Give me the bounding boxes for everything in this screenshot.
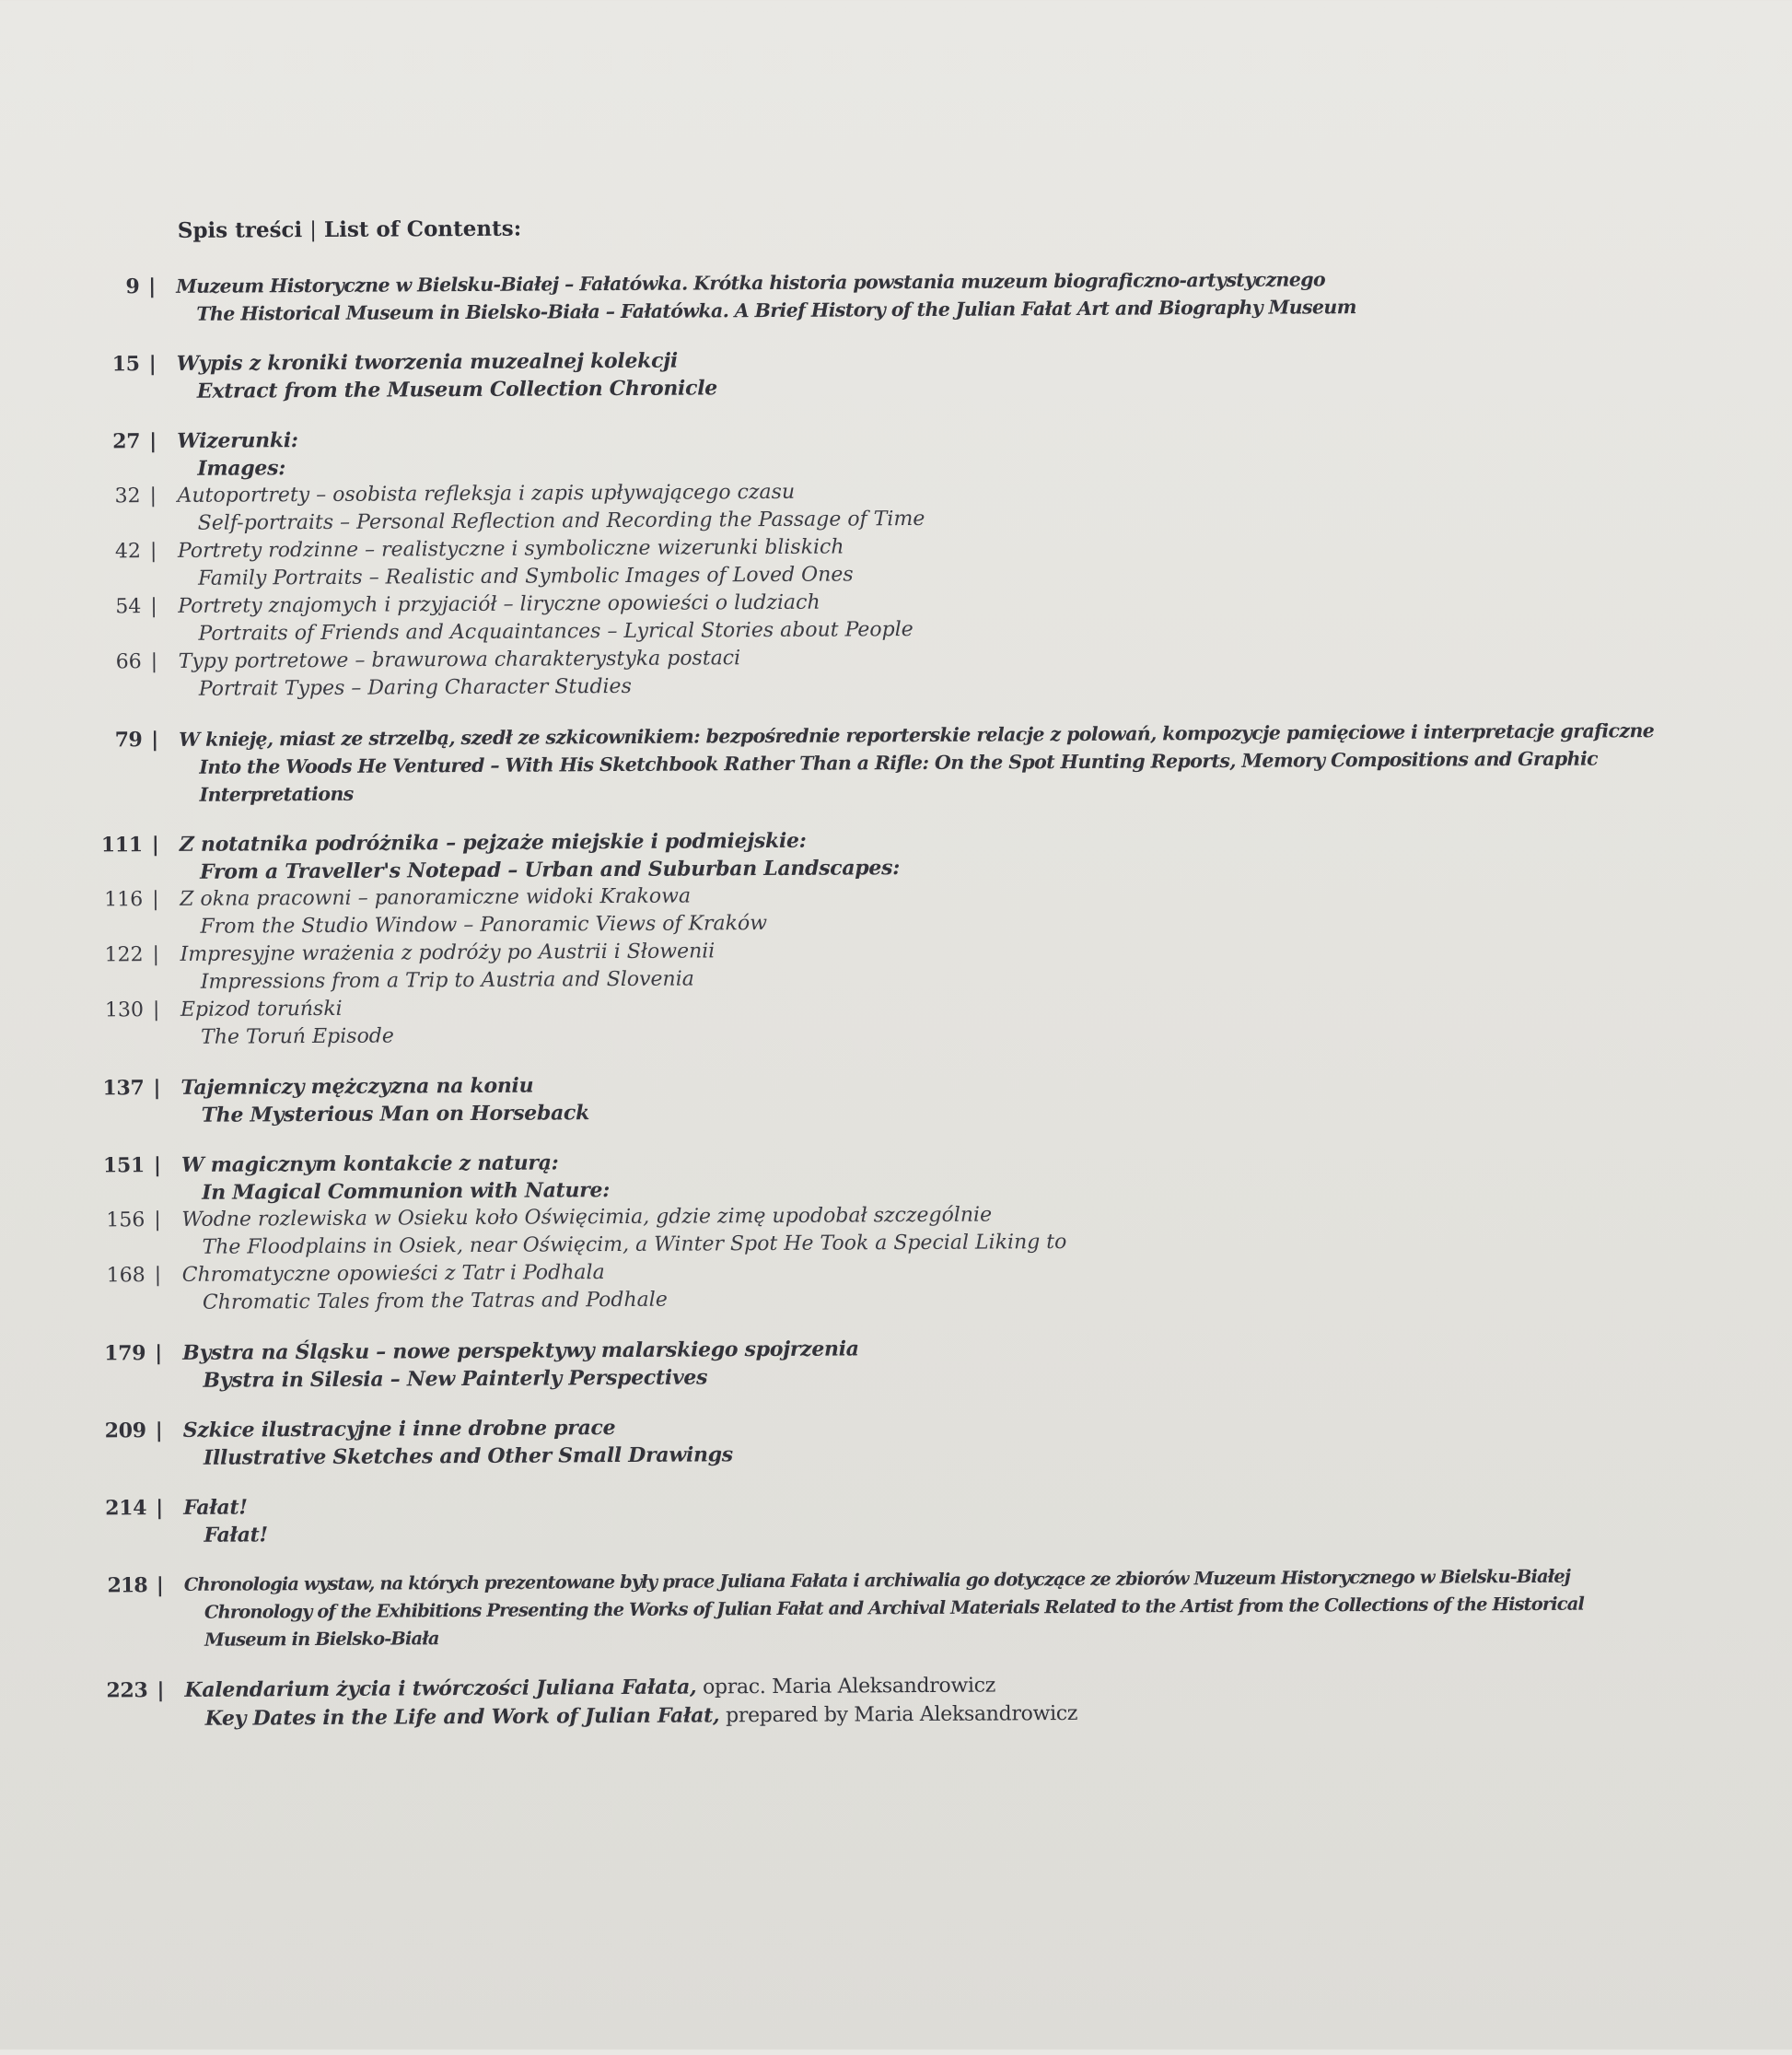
separator-bar: | [151,728,158,753]
entry-title-english: Impressions from a Trip to Austria and Slovenia [200,967,694,994]
entry-title-polish: Fałat! [183,1495,248,1520]
entry-title-polish: Autoportrety – osobista refleksja i zapis upływającego czasu [177,480,796,508]
separator-bar: | [155,1341,163,1366]
toc-group [3,1484,1792,1550]
toc-entry [2,1329,1792,1395]
entry-title-polish: Muzeum Historyczne w Bielsku-Białej – Fałatówka. Krótka historia powstania muzeum biograficzno-artystycznego [176,268,1326,298]
table-of-contents [0,263,1792,1757]
separator-bar: | [153,1076,161,1101]
page-number: 218 [107,1573,147,1598]
page-number: 111 [100,833,143,858]
page-number: 223 [106,1678,148,1703]
separator-bar: | [152,888,159,912]
entry-title-english: Chromatic Tales from the Tatras and Podhale [202,1288,668,1314]
toc-group [3,1407,1792,1473]
entry-title-polish-text: Kalendarium życia i twórczości Juliana Fałata, [184,1675,697,1702]
page-number: 66 [115,650,142,674]
entry-title-english: The Mysterious Man on Horseback [201,1101,590,1127]
separator-bar: | [149,540,157,564]
toc-entry [0,340,1788,406]
entry-title-english: Portraits of Friends and Acquaintances – Lyrical Stories about People [198,618,913,646]
separator-bar: | [151,833,159,858]
separator-bar: | [152,998,160,1022]
page-number: 209 [104,1419,146,1443]
heading-polish: Spis treści [177,217,303,243]
heading-separator: | [309,217,318,243]
page-number: 156 [106,1208,145,1232]
editor-note-english: prepared by Maria Aleksandrowicz [719,1701,1078,1728]
toc-subentry [2,1252,1792,1318]
toc-entry [3,1407,1792,1473]
toc-group [0,417,1790,705]
entry-title-polish: Wodne rozlewiska w Osieku koło Oświęcimia, gdzie zimę upodobał szczególnie [181,1203,993,1232]
entry-title-polish: Szkice ilustracyjne i inne drobne prace [182,1416,616,1442]
toc-entry [3,1484,1792,1550]
separator-bar: | [154,1208,161,1232]
page-number: 179 [104,1341,146,1366]
toc-entry [4,1666,1792,1734]
toc-group [0,716,1791,810]
separator-bar: | [149,485,157,508]
toc-group [4,1561,1792,1655]
page-number: 214 [105,1496,147,1521]
entry-title-english-text: Key Dates in the Life and Work of Julian Fałat, [204,1703,720,1731]
toc-subentry [0,638,1790,705]
toc-entry [0,716,1791,810]
entry-title-english-continued: Museum in Bielsko-Biała [204,1628,439,1651]
entry-title-english: The Floodplains in Osiek, near Oświęcim, a Winter Spot He Took a Special Liking to [202,1231,1067,1259]
page-number: 122 [104,943,144,967]
entry-title-english: The Toruń Episode [201,1024,394,1049]
toc-group [1,1141,1792,1318]
separator-bar: | [150,595,157,619]
entry-title-polish: Portrety znajomych i przyjaciół – liryczne opowieści o ludziach [178,590,820,618]
toc-entry [0,1064,1792,1130]
separator-bar: | [152,943,160,967]
entry-title-polish: Chromatyczne opowieści z Tatr i Podhala [181,1261,605,1287]
page-number: 27 [112,429,141,454]
toc-group [0,340,1788,406]
separator-bar: | [156,1573,163,1598]
entry-title-english: Extract from the Museum Collection Chronicle [196,376,718,403]
editor-note-polish: oprac. Maria Aleksandrowicz [696,1674,996,1699]
entry-title-polish: Z okna pracowni – panoramiczne widoki Krakowa [180,884,692,911]
separator-bar: | [155,1419,163,1443]
separator-bar: | [149,429,157,454]
entry-title-english: Family Portraits – Realistic and Symbolic Images of Loved Ones [198,563,854,590]
page-number: 151 [102,1153,145,1178]
toc-group [0,263,1787,329]
separator-bar: | [156,1496,164,1521]
entry-title-english: From the Studio Window – Panoramic Views of Kraków [200,912,768,939]
toc-group [4,1666,1792,1734]
toc-group [0,821,1792,1053]
entry-title-english: Portrait Types – Daring Character Studies [198,674,632,701]
entry-title-polish: Tajemniczy mężczyzna na koniu [180,1073,534,1100]
entry-title-polish: W knieję, miast ze strzelbą, szedł ze szkicownikiem: bezpośrednie reporterskie relacje z polowań, kompozycje pamięciowe i interpretacje graficzne [179,719,1655,751]
entry-title-polish: Epizod toruński [180,997,343,1022]
heading-english: List of Contents: [323,216,522,242]
entry-title-english: Illustrative Sketches and Other Small Drawings [203,1442,733,1470]
page-number: 137 [102,1076,145,1101]
entry-title-english: Self-portraits – Personal Reflection and Recording the Passage of Time [197,507,925,535]
entry-title-polish: W magicznym kontakcie z naturą: [180,1150,559,1177]
entry-title-polish: Portrety rodzinne – realistyczne i symboliczne wizerunki bliskich [177,535,844,563]
page-number: 32 [114,485,141,508]
entry-title-english: Bystra in Silesia – New Painterly Perspectives [203,1365,708,1393]
page-number: 9 [125,274,140,299]
page-number: 42 [114,540,141,564]
page-number: 54 [115,595,142,619]
entry-title-english: Fałat! [204,1523,268,1547]
entry-title-english: The Historical Museum in Bielsko-Biała – Fałatówka. A Brief History of the Julian Fałat Art and Biography Museum [196,296,1356,325]
page-number: 116 [104,888,144,912]
entry-title-polish: Wypis z kroniki tworzenia muzealnej kolekcji [176,348,678,376]
entry-title-polish: Impresyjne wrażenia z podróży po Austrii i Słowenii [180,940,716,966]
entry-title-english: From a Traveller's Notepad – Urban and Suburban Landscapes: [199,856,901,884]
page-number: 168 [106,1264,145,1288]
entry-title-english: Chronology of the Exhibitions Presenting the Works of Julian Fałat and Archival Materials Related to the Artist from the Collections of the Historical [204,1593,1584,1623]
toc-entry [4,1561,1792,1655]
separator-bar: | [154,1264,162,1288]
entry-title-english: In Magical Communion with Nature: [202,1178,611,1205]
toc-subentry [0,987,1792,1053]
toc-group [0,1064,1792,1130]
separator-bar: | [153,1153,161,1178]
entry-title-polish: Typy portretowe – brawurowa charakterystyka postaci [178,647,741,673]
separator-bar: | [157,1678,165,1703]
entry-title-polish: Z notatnika podróżnika – pejzaże miejskie i podmiejskie: [179,828,807,857]
entry-title-english: Into the Woods He Ventured – With His Sketchbook Rather Than a Rifle: On the Spot Hunting Reports, Memory Compositions and Graphic [199,747,1599,778]
page-number: 79 [114,728,143,753]
page-number: 130 [104,998,145,1022]
entry-title-english: Images: [197,456,286,481]
entry-title-polish: Chronologia wystaw, na których prezentowane były prace Juliana Fałata i archiwalia go dotyczące ze zbiorów Muzeum Historycznego w Bielsku-Białej [183,1565,1571,1595]
contents-heading [178,216,522,243]
entry-title-polish: Bystra na Śląsku – nowe perspektywy malarskiego spojrzenia [182,1337,859,1365]
entry-title-english-continued: Interpretations [199,782,354,806]
entry-title-polish: Wizerunki: [177,428,298,453]
separator-bar: | [150,650,158,674]
separator-bar: | [148,274,156,299]
page-number: 15 [111,352,140,377]
separator-bar: | [148,352,157,377]
toc-entry [0,263,1787,329]
toc-group [2,1329,1792,1395]
